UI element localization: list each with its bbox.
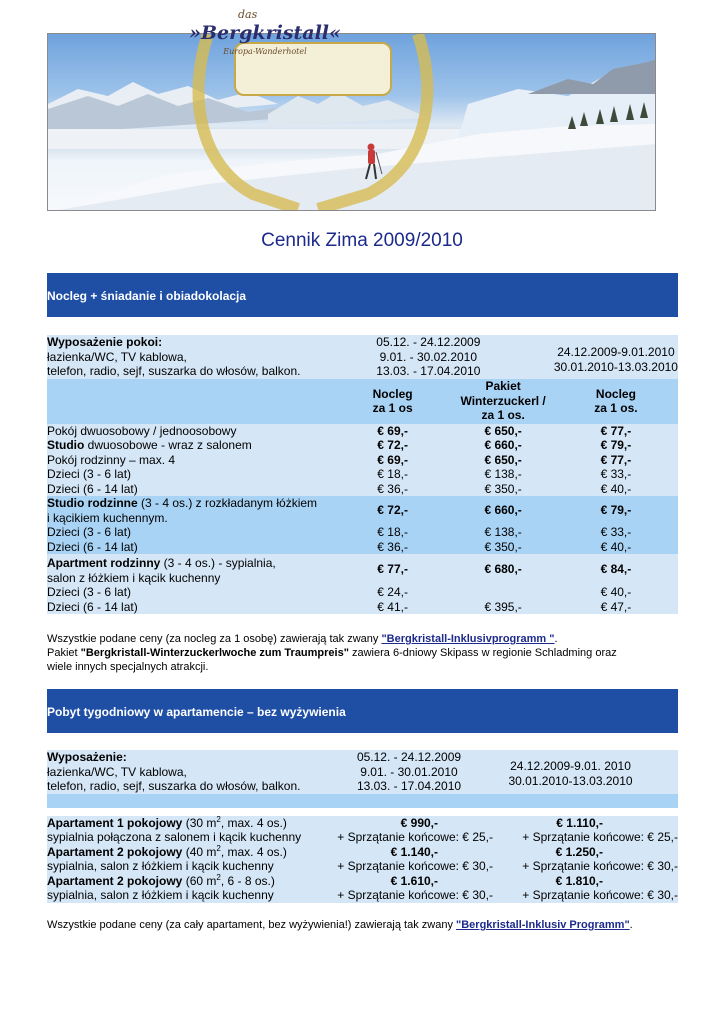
table-row [47, 845, 678, 874]
spacer-row [47, 808, 678, 816]
price-cell: € 69,- [377, 452, 408, 467]
price-cell: € 660,- [484, 438, 522, 452]
room-label: Pokój dwuosobowy / jednoosobowy [47, 423, 237, 438]
equipment-cell [47, 750, 325, 794]
room-label: Pokój rodzinny – max. 4 [47, 452, 176, 467]
price-cell: € 77,- [377, 562, 408, 577]
period-date: 30.01.2010-13.03.2010 [553, 359, 678, 374]
equipment-line: łazienka/WC, TV kablowa, [47, 764, 187, 779]
price-cell: € 84,- [600, 562, 632, 577]
equipment-line: telefon, radio, sejf, suszarka do włosów, balkon. [47, 779, 301, 793]
price-cell: € 40,- [600, 539, 632, 554]
price-cell: € 47,- [600, 599, 632, 614]
room-label-bold: Apartment rodzinny [47, 556, 161, 570]
price-cell: € 40,- [600, 585, 632, 599]
section2-price-table [47, 750, 678, 903]
hotel-logo-subtitle: Europa-Wanderhotel [223, 47, 307, 56]
price-cell [325, 816, 493, 845]
price-cell: € 72,- [377, 438, 408, 452]
room-label: salon z łóżkiem i kącik kuchenny [47, 570, 221, 585]
period-date: 05.12. - 24.12.2009 [356, 750, 462, 764]
room-label: (3 - 4 os.) z rozkładanym łóżkiem [137, 496, 318, 510]
logo-das-text: das [238, 8, 258, 21]
col-header-pakiet [452, 379, 553, 424]
column-header-row [47, 379, 678, 424]
col-header-nocleg-1 [333, 379, 453, 424]
table-row [47, 467, 678, 482]
price-cell: € 660,- [484, 503, 522, 518]
price-cell: € 79,- [600, 503, 632, 518]
table-row [47, 540, 678, 555]
apartment-price: € 1.810,- [555, 873, 603, 888]
apartment-desc: sypialnia, salon z łóżkiem i kącik kuchenny [47, 888, 274, 902]
room-label: dwuosobowe - wraz z salonem [84, 438, 252, 452]
period-date: 9.01. - 30.01.2010 [360, 764, 458, 779]
price-cell: € 77,- [600, 452, 632, 467]
header-banner-photo [47, 33, 656, 211]
section2-header: Pobyt tygodniowy w apartamencie – bez wyżywienia [47, 689, 678, 733]
apartment-size: , max. 4 os.) [220, 815, 287, 830]
sup: 2 [216, 843, 221, 853]
price-cell: € 36,- [377, 539, 408, 554]
table-row [47, 874, 678, 903]
col-header-line: za 1 os. [481, 408, 525, 423]
col-header-line: Winterzuckerl / [460, 393, 546, 408]
period-date: 24.12.2009-9.01. 2010 [510, 759, 631, 774]
sup: 2 [216, 814, 221, 824]
room-label: (3 - 4 os.) - sypialnia, [160, 556, 276, 570]
hotel-logo-name: »Bergkristall« [189, 22, 341, 44]
equipment-label: Wyposażenie pokoi: [47, 335, 163, 349]
price-cell: € 33,- [600, 467, 632, 481]
apartment-size: (40 m [182, 844, 217, 859]
cleaning-fee: + Sprzątanie końcowe: € 30,- [337, 888, 493, 902]
table-row [47, 424, 678, 439]
col-header-line: Pakiet [485, 379, 521, 394]
note-text: zawiera 6-dniowy Skipass w regionie Schladming oraz [348, 647, 617, 659]
period-date: 30.01.2010-13.03.2010 [508, 773, 633, 788]
equipment-line: telefon, radio, sejf, suszarka do włosów, balkon. [47, 364, 301, 378]
price-cell: € 350,- [484, 539, 522, 554]
room-label: Dzieci (3 - 6 lat) [47, 525, 132, 539]
apartment-name: Apartament 2 pokojowy [47, 873, 183, 888]
price-cell: € 24,- [377, 585, 408, 599]
price-cell: € 395,- [484, 599, 522, 614]
room-label-bold: Studio rodzinne [47, 496, 138, 510]
apartment-size: (30 m [182, 815, 217, 830]
price-cell [325, 874, 493, 903]
section1-note [47, 632, 678, 674]
price-cell: € 40,- [600, 481, 632, 496]
room-label: Dzieci (6 - 14 lat) [47, 481, 138, 496]
apartment-desc: sypialnia, salon z łóżkiem i kącik kuchenny [47, 859, 274, 873]
season-period-1 [333, 335, 554, 379]
price-cell: € 650,- [484, 452, 522, 467]
price-cell: € 138,- [484, 467, 522, 481]
apartment-name: Apartament 1 pokojowy [47, 815, 183, 830]
cleaning-fee: + Sprzątanie końcowe: € 30,- [522, 859, 678, 873]
price-cell: € 680,- [484, 562, 522, 577]
price-cell [493, 874, 678, 903]
inklusivprogramm-link[interactable]: "Bergkristall-Inklusivprogramm " [381, 633, 555, 645]
apartment-price: € 1.610,- [390, 873, 438, 888]
col-header-line: Nocleg [372, 386, 413, 401]
cleaning-fee: + Sprzątanie końcowe: € 25,- [522, 830, 678, 844]
room-label: Dzieci (6 - 14 lat) [47, 539, 138, 554]
equipment-row [47, 750, 678, 794]
price-cell: € 41,- [377, 599, 408, 614]
table-row [47, 453, 678, 468]
price-cell: € 18,- [377, 467, 408, 481]
cleaning-fee: + Sprzątanie końcowe: € 30,- [522, 888, 678, 902]
apartment-name: Apartament 2 pokojowy [47, 844, 183, 859]
price-cell: € 650,- [484, 423, 522, 438]
equipment-line: łazienka/WC, TV kablowa, [47, 349, 187, 364]
price-cell [325, 845, 493, 874]
col-header-line: Nocleg [595, 386, 636, 401]
apartment-price: € 990,- [400, 815, 438, 830]
price-cell: € 36,- [377, 481, 408, 496]
table-row [47, 554, 678, 585]
price-cell [452, 585, 553, 600]
section2-note [47, 918, 678, 932]
season-period-2 [493, 750, 678, 794]
col-header-line: za 1 os. [594, 401, 638, 415]
note-text: wiele innych specjalnych atrakcji. [47, 661, 209, 673]
room-label: Dzieci (3 - 6 lat) [47, 585, 132, 599]
room-label: i kącikiem kuchennym. [47, 510, 168, 525]
apartment-price: € 1.140,- [390, 844, 438, 859]
price-cell: € 138,- [484, 525, 522, 539]
season-period-2 [554, 335, 678, 379]
apartment-size: , max. 4 os.) [220, 844, 287, 859]
season-period-1 [325, 750, 493, 794]
table-row [47, 482, 678, 497]
table-row [47, 816, 678, 845]
note-text: Wszystkie podane ceny (za nocleg za 1 osobę) zawierają tak zwany [47, 633, 382, 645]
period-date: 9.01. - 30.02.2010 [379, 349, 478, 364]
note-text: Pakiet [47, 647, 81, 659]
apartment-size: (60 m [182, 873, 217, 888]
price-cell [493, 845, 678, 874]
price-cell: € 69,- [377, 423, 408, 438]
col-header-line: za 1 os [372, 401, 413, 415]
inklusiv-programm-link[interactable]: "Bergkristall-Inklusiv Programm" [456, 919, 630, 931]
table-row [47, 438, 678, 453]
price-cell [493, 816, 678, 845]
section1-price-table [47, 335, 678, 614]
price-cell: € 79,- [600, 438, 632, 452]
apartment-size: , 6 - 8 os.) [220, 873, 275, 888]
cleaning-fee: + Sprzątanie końcowe: € 30,- [337, 859, 493, 873]
price-cell: € 72,- [377, 503, 408, 518]
period-date: 24.12.2009-9.01.2010 [557, 345, 675, 360]
room-label-bold: Studio [47, 438, 85, 452]
table-row [47, 525, 678, 540]
equipment-label: Wyposażenie: [47, 750, 127, 764]
table-row [47, 496, 678, 525]
period-date: 13.03. - 17.04.2010 [376, 364, 481, 378]
room-label: Dzieci (3 - 6 lat) [47, 467, 132, 481]
note-text: . [629, 919, 633, 931]
table-row [47, 585, 678, 600]
apartment-desc: sypialnia połączona z salonem i kącik kuchenny [47, 830, 302, 844]
period-date: 13.03. - 17.04.2010 [356, 779, 462, 793]
period-date: 05.12. - 24.12.2009 [376, 335, 481, 349]
cleaning-fee: + Sprzątanie końcowe: € 25,- [337, 830, 493, 844]
section1-header: Nocleg + śniadanie i obiadokolacja [47, 273, 678, 317]
note-text: . [554, 633, 558, 645]
price-cell: € 350,- [484, 481, 522, 496]
note-bold: "Bergkristall-Winterzuckerlwoche zum Traumpreis" [80, 647, 349, 659]
col-header-nocleg-2 [554, 379, 678, 424]
table-row [47, 600, 678, 615]
apartment-price: € 1.250,- [555, 844, 603, 859]
spacer-row [47, 794, 678, 808]
equipment-row [47, 335, 678, 379]
price-cell: € 33,- [600, 525, 632, 539]
price-cell: € 18,- [377, 525, 408, 539]
sup: 2 [216, 872, 221, 882]
equipment-cell [47, 335, 333, 379]
note-text: Wszystkie podane ceny (za cały apartament, bez wyżywienia!) zawierają tak zwany [47, 919, 457, 931]
room-label: Dzieci (6 - 14 lat) [47, 599, 138, 614]
price-cell: € 77,- [600, 423, 632, 438]
apartment-price: € 1.110,- [556, 815, 603, 830]
page-title: Cennik Zima 2009/2010 [261, 230, 463, 251]
